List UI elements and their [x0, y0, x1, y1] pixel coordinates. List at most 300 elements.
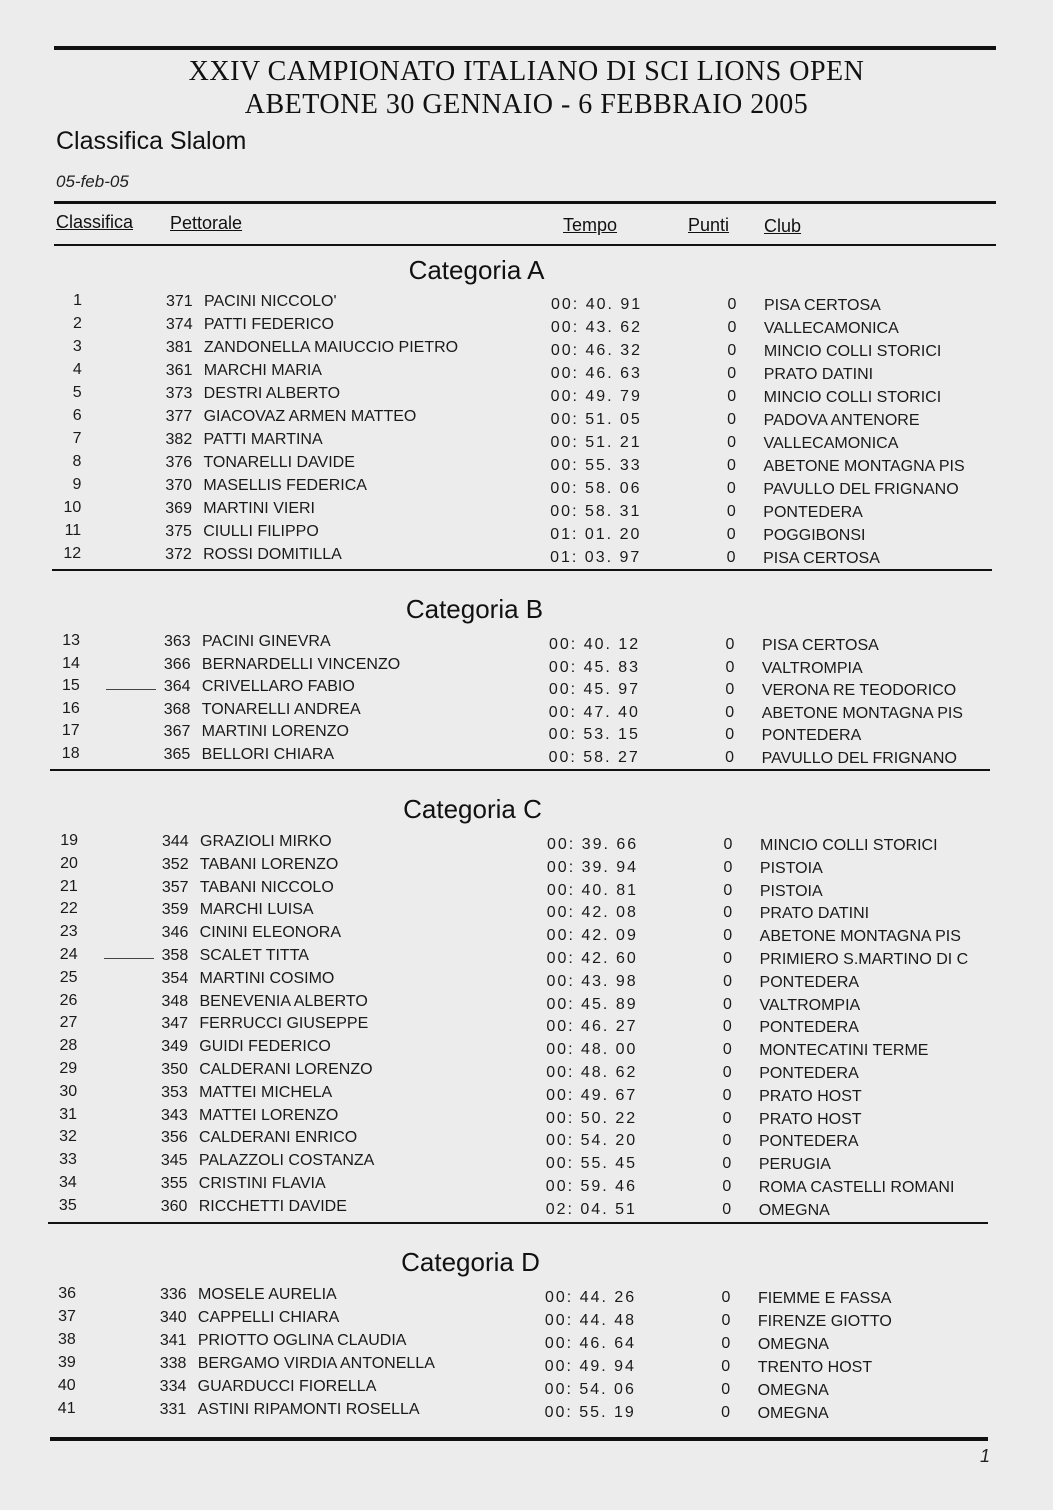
club-cell: FIRENZE GIOTTO: [757, 1313, 892, 1330]
rank-cell: 17: [61, 722, 80, 740]
club-cell: MINCIO COLLI STORICI: [763, 389, 942, 406]
club-cell: PISA CERTOSA: [763, 550, 880, 567]
athlete-name-cell: MARCHI LUISA: [199, 901, 314, 919]
rank-cell: 21: [60, 877, 78, 895]
time-cell: 00: 55. 33: [550, 457, 642, 474]
bib-cell: 382: [165, 431, 193, 448]
rank-cell: 20: [60, 854, 78, 872]
time-cell: 00: 48. 62: [546, 1064, 638, 1081]
category-heading: Categoria B: [405, 594, 544, 624]
bib-cell: 344: [162, 833, 189, 850]
bib-cell: 343: [161, 1106, 188, 1124]
category-heading: Categoria C: [403, 794, 542, 824]
rank-cell: 3: [72, 338, 82, 355]
points-cell: 0: [727, 411, 737, 428]
rank-cell: 25: [59, 968, 78, 986]
club-cell: OMEGNA: [757, 1405, 829, 1422]
table-row: [0, 633, 1053, 656]
club-cell: VALLECAMONICA: [763, 320, 899, 337]
rank-cell: 12: [63, 545, 82, 562]
time-cell: 01: 01. 20: [550, 526, 642, 543]
dash-mark: [104, 958, 154, 959]
time-cell: 00: 51. 05: [550, 411, 642, 428]
athlete-name-cell: ZANDONELLA MAIUCCIO PIETRO: [203, 339, 459, 356]
athlete-name-cell: MATTEI LORENZO: [199, 1106, 339, 1124]
athlete-name-cell: CININI ELEONORA: [199, 924, 342, 942]
points-cell: 0: [721, 1312, 731, 1329]
rank-cell: 35: [58, 1196, 77, 1214]
points-cell: 0: [725, 749, 735, 766]
section-rule: [48, 1222, 988, 1224]
header-top-rule: [54, 201, 996, 204]
table-row: [0, 1107, 1053, 1130]
club-cell: ABETONE MONTAGNA PIS: [759, 928, 961, 946]
club-cell: PONTEDERA: [761, 727, 862, 745]
points-cell: 0: [726, 503, 736, 520]
table-row: [0, 678, 1053, 701]
club-cell: PRIMIERO S.MARTINO DI C: [759, 951, 969, 968]
points-cell: 0: [727, 342, 737, 359]
header-bottom-rule: [54, 244, 996, 246]
table-row: [0, 362, 1053, 385]
rank-cell: 28: [59, 1037, 78, 1055]
bib-cell: 349: [161, 1038, 188, 1056]
athlete-name-cell: CALDERANI ENRICO: [198, 1129, 358, 1147]
club-cell: MINCIO COLLI STORICI: [760, 837, 938, 854]
athlete-name-cell: MASELLIS FEDERICA: [203, 477, 367, 494]
athlete-name-cell: TONARELLI ANDREA: [201, 700, 361, 718]
athlete-name-cell: TONARELLI DAVIDE: [203, 454, 355, 471]
club-cell: PONTEDERA: [763, 504, 863, 521]
time-cell: 00: 51. 21: [550, 434, 642, 451]
points-cell: 0: [721, 1358, 731, 1375]
table-row: [0, 1015, 1053, 1038]
table-row: [0, 1152, 1053, 1175]
rank-cell: 9: [72, 476, 82, 493]
rank-cell: 14: [62, 654, 80, 672]
section-rule: [52, 569, 992, 571]
club-cell: PONTEDERA: [758, 1133, 859, 1151]
rank-cell: 22: [59, 900, 78, 918]
bib-cell: 366: [163, 655, 191, 673]
bib-cell: 374: [165, 316, 193, 333]
club-cell: VERONA RE TEODORICO: [761, 682, 957, 700]
athlete-name-cell: MOSELE AURELIA: [198, 1286, 337, 1303]
points-cell: 0: [722, 1064, 732, 1081]
table-row: [0, 546, 1053, 569]
athlete-name-cell: GRAZIOLI MIRKO: [200, 833, 332, 850]
club-cell: ABETONE MONTAGNA PIS: [763, 458, 965, 475]
rank-cell: 27: [59, 1014, 78, 1032]
time-cell: 00: 43. 98: [546, 972, 638, 990]
bib-cell: 370: [165, 477, 193, 494]
time-cell: 00: 58. 06: [550, 480, 642, 497]
rank-cell: 19: [60, 832, 78, 849]
club-cell: PISA CERTOSA: [762, 637, 879, 654]
time-cell: 00: 53. 15: [548, 726, 640, 744]
time-cell: 00: 45. 97: [548, 681, 640, 699]
time-cell: 00: 42. 60: [546, 950, 638, 967]
points-cell: 0: [723, 858, 733, 876]
table-row: [0, 454, 1053, 477]
table-row: [0, 1061, 1053, 1084]
club-cell: POGGIBONSI: [763, 527, 866, 544]
bib-cell: 336: [160, 1286, 187, 1303]
time-cell: 00: 49. 94: [544, 1358, 636, 1375]
athlete-name-cell: MARTINI VIERI: [203, 500, 315, 517]
table-row: [0, 1378, 1053, 1401]
athlete-name-cell: GIACOVAZ ARMEN MATTEO: [203, 408, 417, 425]
points-cell: 0: [727, 319, 737, 336]
club-cell: VALLECAMONICA: [763, 435, 899, 452]
club-cell: PAVULLO DEL FRIGNANO: [763, 481, 959, 498]
athlete-name-cell: MATTEI MICHELA: [199, 1083, 333, 1101]
table-row: [0, 477, 1053, 500]
bib-cell: 364: [163, 678, 191, 696]
time-cell: 02: 04. 51: [545, 1200, 637, 1218]
title-line-1: XXIV CAMPIONATO ITALIANO DI SCI LIONS OPEN: [188, 56, 865, 87]
points-cell: 0: [721, 1335, 731, 1352]
athlete-name-cell: CALDERANI LORENZO: [199, 1061, 373, 1078]
bib-cell: 377: [165, 408, 193, 425]
rank-cell: 11: [64, 522, 82, 539]
club-cell: FIEMME E FASSA: [758, 1290, 892, 1307]
points-cell: 0: [722, 1109, 732, 1127]
col-header-points: Punti: [688, 215, 730, 235]
bib-cell: 355: [160, 1175, 188, 1192]
points-cell: 0: [727, 365, 737, 382]
points-cell: 0: [726, 480, 736, 497]
club-cell: ABETONE MONTAGNA PIS: [761, 704, 963, 722]
table-row: [0, 1309, 1053, 1332]
table-row: [0, 1084, 1053, 1107]
club-cell: OMEGNA: [757, 1336, 829, 1353]
club-cell: PONTEDERA: [759, 973, 860, 991]
time-cell: 00: 43. 62: [550, 319, 643, 336]
table-row: [0, 656, 1053, 679]
time-cell: 00: 58. 31: [550, 503, 642, 520]
rank-cell: 7: [72, 430, 82, 447]
rank-cell: 33: [59, 1151, 77, 1169]
athlete-name-cell: PACINI GINEVRA: [202, 633, 331, 650]
time-cell: 00: 46. 63: [550, 365, 642, 382]
table-row: [0, 339, 1053, 362]
time-cell: 00: 46. 32: [550, 342, 642, 359]
club-cell: PERUGIA: [758, 1156, 831, 1174]
athlete-name-cell: PALAZZOLI COSTANZA: [198, 1152, 375, 1170]
time-cell: 00: 42. 09: [546, 927, 638, 945]
time-cell: 00: 49. 67: [546, 1086, 638, 1104]
points-cell: 0: [721, 1289, 731, 1306]
table-row: [0, 924, 1053, 947]
athlete-name-cell: BERNARDELLI VINCENZO: [201, 655, 401, 673]
bib-cell: 375: [165, 523, 192, 540]
table-row: [0, 947, 1053, 970]
athlete-name-cell: RICCHETTI DAVIDE: [198, 1197, 347, 1215]
athlete-name-cell: CRIVELLARO FABIO: [201, 678, 355, 696]
bib-cell: 371: [166, 293, 193, 310]
report-date: 05-feb-05: [56, 172, 129, 191]
title-line-2: ABETONE 30 GENNAIO - 6 FEBBRAIO 2005: [244, 89, 809, 120]
athlete-name-cell: TABANI NICCOLO: [199, 878, 334, 896]
rank-cell: 41: [57, 1400, 76, 1417]
rank-cell: 29: [59, 1060, 78, 1077]
table-row: [0, 701, 1053, 724]
rank-cell: 30: [59, 1082, 78, 1100]
time-cell: 00: 44. 26: [545, 1289, 637, 1306]
time-cell: 00: 48. 00: [546, 1041, 638, 1059]
dash-mark: [106, 689, 156, 690]
table-row: [0, 833, 1053, 856]
points-cell: 0: [722, 1086, 732, 1104]
bib-cell: 350: [161, 1061, 188, 1078]
club-cell: PISTOIA: [759, 859, 823, 877]
bib-cell: 359: [161, 901, 189, 919]
bib-cell: 347: [161, 1015, 189, 1033]
table-row: [0, 316, 1053, 339]
points-cell: 0: [722, 1132, 732, 1150]
athlete-name-cell: CIULLI FILIPPO: [203, 523, 319, 540]
bib-cell: 365: [163, 746, 191, 763]
athlete-name-cell: PATTI MARTINA: [203, 431, 323, 448]
table-row: [0, 1286, 1053, 1309]
rank-cell: 40: [57, 1377, 76, 1394]
table-row: [0, 723, 1053, 746]
table-row: [0, 746, 1053, 769]
time-cell: 00: 46. 64: [544, 1335, 636, 1352]
athlete-name-cell: TABANI LORENZO: [199, 855, 339, 873]
time-cell: 00: 39. 94: [546, 858, 639, 876]
points-cell: 0: [722, 1018, 732, 1036]
bib-cell: 353: [161, 1083, 188, 1101]
table-row: [0, 1198, 1053, 1221]
bib-cell: 367: [163, 723, 191, 741]
club-cell: PONTEDERA: [759, 1065, 859, 1082]
col-header-rank: Classifica: [56, 212, 134, 232]
club-cell: VALTROMPIA: [761, 659, 863, 677]
time-cell: 00: 39. 66: [547, 836, 639, 853]
time-cell: 00: 54. 20: [545, 1132, 638, 1150]
points-cell: 0: [722, 1200, 732, 1218]
table-row: [0, 385, 1053, 408]
bib-cell: 340: [159, 1309, 187, 1326]
athlete-name-cell: PATTI FEDERICO: [203, 316, 334, 333]
bib-cell: 373: [165, 385, 193, 402]
points-cell: 0: [723, 881, 733, 899]
table-row: [0, 901, 1053, 924]
athlete-name-cell: CAPPELLI CHIARA: [197, 1309, 340, 1326]
bib-cell: 368: [163, 700, 191, 718]
points-cell: 0: [725, 681, 735, 699]
points-cell: 0: [725, 658, 735, 676]
rank-cell: 26: [59, 991, 78, 1009]
table-row: [0, 431, 1053, 454]
page-number: 1: [980, 1446, 991, 1466]
points-cell: 0: [723, 904, 733, 922]
points-cell: 0: [726, 526, 736, 543]
bib-cell: 381: [165, 339, 193, 356]
rank-cell: 32: [59, 1128, 77, 1146]
time-cell: 00: 40. 12: [549, 636, 641, 653]
bib-cell: 376: [165, 454, 193, 471]
time-cell: 00: 54. 06: [544, 1381, 636, 1398]
athlete-name-cell: CRISTINI FLAVIA: [198, 1175, 326, 1192]
time-cell: 00: 59. 46: [545, 1178, 637, 1195]
rank-cell: 15: [62, 677, 80, 695]
time-cell: 01: 03. 97: [550, 549, 642, 566]
points-cell: 0: [725, 726, 735, 744]
category-heading: Categoria D: [401, 1247, 540, 1277]
club-cell: PISTOIA: [759, 882, 823, 900]
points-cell: 0: [722, 1041, 732, 1059]
points-cell: 0: [722, 1155, 732, 1173]
table-row: [0, 1129, 1053, 1152]
time-cell: 00: 45. 83: [548, 658, 641, 676]
bib-cell: 363: [164, 633, 191, 650]
rank-cell: 4: [72, 361, 82, 378]
time-cell: 00: 55. 19: [544, 1404, 636, 1421]
athlete-name-cell: ROSSI DOMITILLA: [203, 546, 342, 563]
rank-cell: 6: [72, 407, 82, 424]
rank-cell: 36: [58, 1285, 76, 1302]
club-cell: MINCIO COLLI STORICI: [763, 343, 942, 360]
club-cell: PISA CERTOSA: [764, 297, 881, 314]
athlete-name-cell: PACINI NICCOLO': [204, 293, 337, 310]
time-cell: 00: 50. 22: [546, 1109, 638, 1127]
bib-cell: 338: [159, 1355, 187, 1372]
subtitle: Classifica Slalom: [56, 127, 247, 155]
athlete-name-cell: MARTINI LORENZO: [201, 723, 349, 741]
club-cell: TRENTO HOST: [757, 1359, 873, 1376]
time-cell: 00: 42. 08: [546, 904, 638, 922]
time-cell: 00: 45. 89: [546, 995, 638, 1013]
bib-cell: 361: [165, 362, 193, 379]
col-header-time: Tempo: [563, 215, 618, 235]
bib-cell: 352: [161, 855, 189, 873]
rank-cell: 5: [72, 384, 82, 401]
athlete-name-cell: BERGAMO VIRDIA ANTONELLA: [197, 1355, 435, 1372]
category-heading: Categoria A: [408, 255, 545, 285]
table-row: [0, 1038, 1053, 1061]
time-cell: 00: 40. 91: [551, 296, 643, 313]
rank-cell: 16: [61, 699, 80, 717]
table-row: [0, 408, 1053, 431]
points-cell: 0: [726, 457, 736, 474]
time-cell: 00: 55. 45: [545, 1155, 638, 1173]
athlete-name-cell: MARTINI COSIMO: [199, 969, 335, 987]
rank-cell: 8: [72, 453, 82, 470]
bib-cell: 354: [161, 969, 189, 987]
table-row: [0, 293, 1053, 316]
rank-cell: 34: [59, 1174, 77, 1191]
col-header-club: Club: [764, 216, 802, 236]
bib-cell: 358: [161, 947, 189, 964]
athlete-name-cell: DESTRI ALBERTO: [203, 385, 341, 402]
time-cell: 00: 49. 79: [550, 388, 642, 405]
club-cell: OMEGNA: [758, 1201, 830, 1219]
club-cell: PRATO DATINI: [759, 905, 870, 923]
points-cell: 0: [727, 434, 736, 451]
points-cell: 0: [725, 703, 735, 721]
rank-cell: 13: [62, 632, 80, 649]
club-cell: PRATO HOST: [759, 1087, 862, 1105]
bib-cell: 334: [159, 1378, 187, 1395]
bib-cell: 331: [159, 1401, 187, 1418]
bib-cell: 341: [159, 1332, 187, 1349]
points-cell: 0: [723, 927, 733, 945]
bib-cell: 345: [160, 1152, 188, 1170]
points-cell: 0: [722, 1178, 732, 1195]
rank-cell: 39: [57, 1354, 76, 1371]
bib-cell: 357: [161, 878, 189, 896]
table-row: [0, 856, 1053, 879]
athlete-name-cell: FERRUCCI GIUSEPPE: [199, 1015, 369, 1033]
points-cell: 0: [727, 296, 737, 313]
top-rule: [54, 46, 996, 50]
time-cell: 00: 44. 48: [544, 1312, 637, 1329]
table-row: [0, 1355, 1053, 1378]
club-cell: ROMA CASTELLI ROMANI: [758, 1179, 955, 1196]
points-cell: 0: [723, 836, 733, 853]
col-header-bib: Pettorale: [170, 213, 243, 233]
club-cell: MONTECATINI TERME: [759, 1042, 929, 1060]
bib-cell: 369: [165, 500, 192, 517]
rank-cell: 18: [61, 745, 80, 762]
athlete-name-cell: SCALET TITTA: [199, 947, 309, 964]
points-cell: 0: [726, 549, 736, 566]
points-cell: 0: [723, 950, 733, 967]
club-cell: PAVULLO DEL FRIGNANO: [761, 750, 957, 767]
points-cell: 0: [722, 995, 732, 1013]
athlete-name-cell: GUIDI FEDERICO: [199, 1038, 331, 1056]
bib-cell: 346: [161, 924, 189, 942]
club-cell: OMEGNA: [757, 1382, 829, 1399]
time-cell: 00: 40. 81: [546, 881, 638, 899]
table-row: [0, 1401, 1053, 1424]
bib-cell: 348: [161, 992, 189, 1010]
rank-cell: 23: [59, 923, 78, 941]
time-cell: 00: 46. 27: [546, 1018, 638, 1036]
athlete-name-cell: BENEVENIA ALBERTO: [199, 992, 368, 1010]
table-row: [0, 1175, 1053, 1198]
bib-cell: 356: [160, 1129, 188, 1147]
club-cell: PRATO HOST: [759, 1110, 862, 1128]
time-cell: 00: 47. 40: [548, 703, 640, 721]
club-cell: PONTEDERA: [759, 1019, 859, 1037]
bib-cell: 372: [165, 546, 192, 563]
table-row: [0, 523, 1053, 546]
club-cell: PRATO DATINI: [763, 366, 874, 383]
table-row: [0, 1332, 1053, 1355]
club-cell: VALTROMPIA: [759, 996, 861, 1014]
table-row: [0, 500, 1053, 523]
athlete-name-cell: BELLORI CHIARA: [201, 746, 335, 763]
rank-cell: 10: [63, 499, 82, 516]
points-cell: 0: [721, 1381, 731, 1398]
rank-cell: 24: [59, 946, 78, 963]
table-row: [0, 970, 1053, 993]
athlete-name-cell: ASTINI RIPAMONTI ROSELLA: [197, 1401, 420, 1418]
table-row: [0, 879, 1053, 902]
athlete-name-cell: GUARDUCCI FIORELLA: [197, 1378, 377, 1395]
points-cell: 0: [721, 1404, 731, 1421]
rank-cell: 2: [73, 315, 82, 332]
time-cell: 00: 58. 27: [548, 749, 640, 766]
rank-cell: 37: [58, 1308, 76, 1325]
bib-cell: 360: [160, 1197, 188, 1215]
rank-cell: 1: [73, 292, 82, 309]
points-cell: 0: [725, 636, 735, 653]
